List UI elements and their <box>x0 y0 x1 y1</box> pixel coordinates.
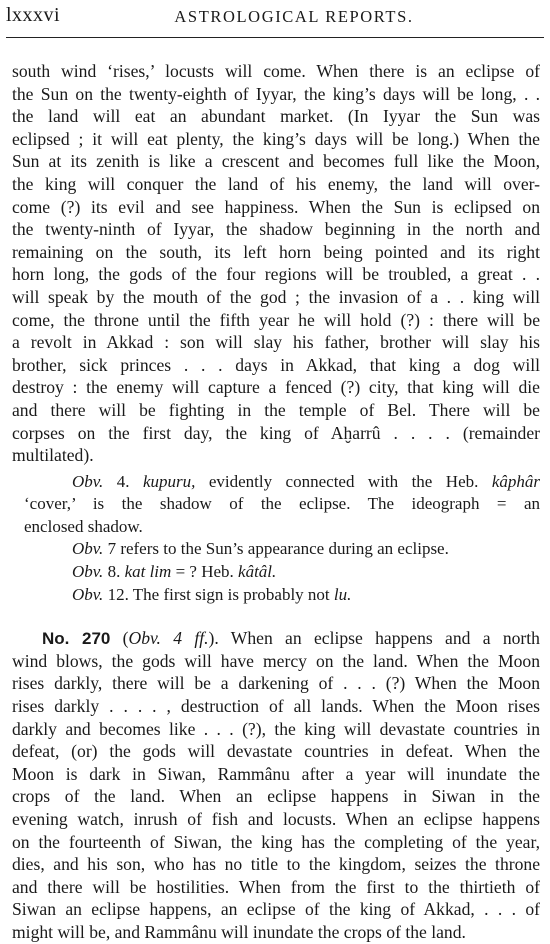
text-line: the king will conquer the land of his enemy, the land will over- <box>12 173 540 194</box>
text-line: and there will be fighting in the temple of Bel. There will be <box>12 399 540 420</box>
text-line: Moon is dark in Siwan, Rammânu after a year will inundate the <box>12 763 540 784</box>
note-obv-7 <box>12 538 540 561</box>
note-ref: Obv. <box>72 562 104 582</box>
note-text: = ? Heb. <box>175 562 234 582</box>
text-line: the twenty-ninth of Iyyar, the shadow beginning in the north and <box>12 219 540 240</box>
note-obv-4 <box>12 471 540 539</box>
text-line: the land will eat an abundant market. (In Iyyar the Sun was <box>12 106 540 127</box>
text-line: the Sun on the twenty-eighth of Iyyar, the king’s days will be long, . . <box>12 83 540 104</box>
text-line: Sun at its zenith is like a crescent and becomes full like the Moon, <box>12 151 540 172</box>
text-line: remaining on the south, its left horn being pointed and its right <box>12 241 540 262</box>
note-num: 12. <box>107 584 129 604</box>
text-line: darkly and becomes like . . . (?), the king will devastate countries in <box>12 718 540 739</box>
note-num: 4. <box>116 471 130 491</box>
text-line: dies, and his son, who has no title to the kingdom, seizes the throne <box>12 854 540 875</box>
note-ref: Obv. <box>72 584 104 604</box>
note-num: 8. <box>107 562 121 582</box>
text-line: on the fourteenth of Siwan, the king has the completing of the year, <box>12 831 540 852</box>
note-line: enclosed shadow. <box>24 516 143 536</box>
note-line: ‘cover,’ is the shadow of the eclipse. The ideograph = an <box>24 494 540 514</box>
header-rule <box>6 37 544 38</box>
note-text: refers to the Sun’s appearance during an eclipse. <box>120 539 449 559</box>
note-ref: Obv. <box>72 471 104 491</box>
text-line: might will be, and Rammânu will inundate the crops of the land. <box>12 921 466 942</box>
text-line: rises darkly . . . . , destruction of all lands. When the Moon rises <box>12 696 540 717</box>
note-word: kat lim <box>124 562 172 582</box>
text-line: crops of the land. When an eclipse happens in Siwan in the <box>12 786 540 807</box>
entry-ref: Obv. <box>128 628 161 649</box>
text-line: corpses on the first day, the king of Aḫarrû . . . . (remainder <box>12 422 540 443</box>
notes-block <box>12 471 540 607</box>
entry-no-270 <box>12 627 540 943</box>
entry-ref-tail: 4 ff. <box>173 628 209 649</box>
text-line: come (?) its evil and see happiness. When the Sun is eclipsed on <box>12 196 540 217</box>
text-line: rises darkly, there will be a darkening of . . . (?) When the Moon <box>12 673 540 694</box>
text-line: evening watch, inrush of fish and locusts. When an eclipse happens <box>12 809 540 829</box>
note-obv-8 <box>12 561 540 584</box>
text-line: south wind ‘rises,’ locusts will come. When there is an eclipse of <box>12 61 540 81</box>
text-line: multilated). <box>12 445 94 466</box>
text-line: horn long, the gods of the four regions will be troubled, a great . . <box>12 264 540 285</box>
page-number: lxxxvi <box>6 4 61 26</box>
text-line: a revolt in Akkad : son will slay his father, brother will slay his <box>12 332 540 353</box>
note-num: 7 <box>107 539 117 559</box>
note-hebrew: kâtâl. <box>238 562 277 582</box>
note-ref: Obv. <box>72 539 104 559</box>
main-paragraph <box>12 60 540 467</box>
text-line: come, the throne until the fifth year he will hold (?) : there will be <box>12 309 540 330</box>
text-line: eclipsed ; it will eat plenty, the king’s days will be long.) When the <box>12 128 540 149</box>
running-title: ASTROLOGICAL REPORTS. <box>174 7 414 26</box>
entry-first-text: When an eclipse happens and a north <box>230 628 540 649</box>
note-hebrew: kâphâr <box>491 471 541 491</box>
text-line: brother, sick princes . . . days in Akkad, that king a dog will <box>12 354 540 375</box>
page-header <box>6 4 542 30</box>
note-obv-12 <box>12 584 540 607</box>
text-line: wind blows, the gods will have mercy on the land. When the Moon <box>12 650 540 671</box>
entry-number: No. 270 <box>42 629 111 649</box>
entry-ref-open: ( <box>122 628 129 649</box>
note-word: lu. <box>333 584 352 604</box>
entry-first-line <box>12 627 540 650</box>
entry-ref-close: ). <box>208 628 219 649</box>
note-text: The first sign is probably not <box>132 584 330 604</box>
text-line: defeat, (or) the gods will devastate countries in defeat. When the <box>12 741 540 762</box>
page-body <box>12 60 540 944</box>
text-line: destroy : the enemy will capture a fenced (?) city, that king will die <box>12 377 540 398</box>
text-line: will speak by the mouth of the god ; the invasion of a . . king will <box>12 286 540 307</box>
note-text: evidently connected with the Heb. <box>208 471 479 491</box>
entry-paragraph <box>12 650 540 944</box>
text-line: Siwan an eclipse happens, an eclipse of the king of Akkad, . . . of <box>12 899 540 920</box>
note-word: kupuru, <box>142 471 196 491</box>
text-line: and there will be hostilities. When from the first to the thirtieth of <box>12 876 540 897</box>
